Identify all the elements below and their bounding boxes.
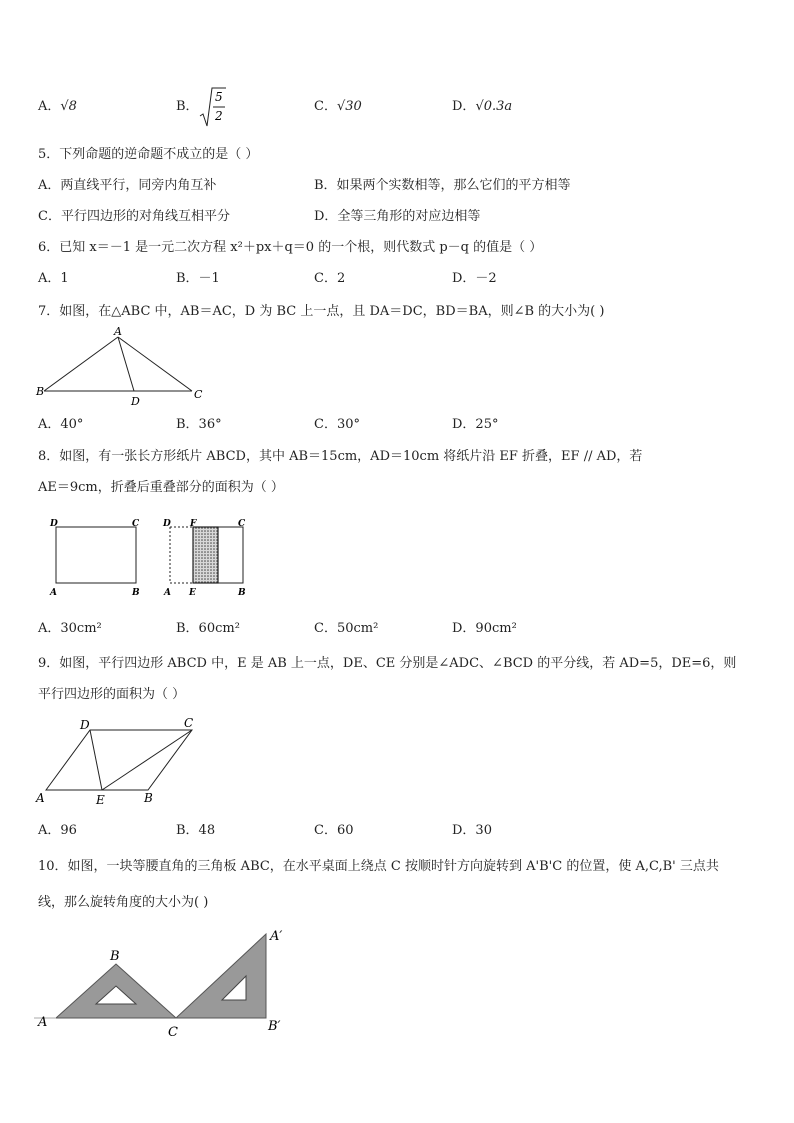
option-expr: √8 (60, 99, 77, 114)
q6-option-b: B．－1 (176, 271, 220, 286)
q8-option-c: C．50cm² (314, 621, 379, 636)
q4-option-b-fraction-sqrt (198, 86, 228, 130)
label-d: D (80, 718, 90, 732)
q5-option-b: B．如果两个实数相等，那么它们的平方相等 (314, 178, 571, 193)
q10-set-square-figure (34, 922, 294, 1042)
label-a-prime: A′ (270, 929, 283, 944)
label-a: A (38, 1015, 48, 1030)
label-b-folded: B (238, 588, 246, 598)
fraction-denominator: 2 (215, 109, 223, 123)
q4-option-d (452, 98, 512, 116)
q5-stem: 5．下列命题的逆命题不成立的是（ ） (38, 147, 259, 162)
label-c: C (132, 519, 140, 529)
overlap-region (193, 527, 218, 583)
q5-option-c: C．平行四边形的对角线互相平分 (38, 209, 230, 224)
remaining-strip (218, 527, 243, 583)
q7-option-a: A．40° (38, 417, 84, 432)
label-b: B (110, 949, 120, 964)
q9-option-d: D．30 (452, 823, 492, 838)
q8-stem-line2: AE＝9cm，折叠后重叠部分的面积为（ ） (38, 480, 284, 495)
label-b: B (132, 588, 140, 598)
label-d: D (50, 519, 58, 529)
q5-option-a: A．两直线平行，同旁内角互补 (38, 178, 217, 193)
label-c-folded: C (238, 519, 246, 529)
option-letter: A． (38, 99, 61, 114)
label-a: A (36, 791, 45, 805)
q5-option-d: D．全等三角形的对应边相等 (314, 209, 481, 224)
label-e: E (189, 588, 196, 598)
q7-option-b: B．36° (176, 417, 222, 432)
parallelogram-abcd (46, 730, 192, 790)
q8-option-b: B．60cm² (176, 621, 240, 636)
segment-ce (102, 730, 192, 790)
q7-option-d: D．25° (452, 417, 499, 432)
q6-option-d: D．－2 (452, 271, 497, 286)
label-e: E (96, 793, 105, 807)
q9-stem-line2: 平行四边形的面积为（ ） (38, 687, 186, 702)
q7-stem: 7．如图，在△ABC 中，AB＝AC，D 为 BC 上一点，且 DA＝DC，BD＝BA，则∠B 的大小为( ) (38, 304, 605, 319)
set-square-a1b1c (176, 934, 266, 1018)
label-c: C (168, 1025, 178, 1040)
option-letter: D． (452, 99, 476, 114)
label-f: F (190, 519, 197, 529)
q7-option-c: C．30° (314, 417, 360, 432)
option-letter: B． (176, 99, 199, 114)
segment-ab (44, 337, 118, 391)
segment-de (90, 730, 102, 790)
option-letter: C． (314, 99, 337, 114)
q4-option-b (176, 98, 199, 116)
label-b: B (36, 385, 45, 398)
q8-option-d: D．90cm² (452, 621, 517, 636)
q7-triangle-figure (34, 325, 214, 409)
label-c: C (184, 716, 194, 730)
label-c: C (194, 388, 203, 401)
label-d-folded: D (163, 519, 171, 529)
label-b: B (144, 791, 153, 805)
q8-stem-line1: 8．如图，有一张长方形纸片 ABCD，其中 AB＝15cm，AD＝10cm 将纸片沿 EF 折叠，EF // AD，若 (38, 449, 643, 464)
q6-option-c: C．2 (314, 271, 346, 286)
q9-parallelogram-figure (34, 714, 214, 808)
label-a-folded: A (164, 588, 171, 598)
label-a: A (50, 588, 57, 598)
q9-option-a: A．96 (38, 823, 77, 838)
q8-rectangle-figures (48, 515, 258, 599)
q10-stem-line2: 线，那么旋转角度的大小为( ) (38, 895, 209, 910)
segment-ad (118, 337, 134, 391)
q6-stem: 6．已知 x＝－1 是一元二次方程 x²＋px＋q＝0 的一个根，则代数式 p－q 的值是（ ） (38, 240, 543, 255)
q4-option-c (314, 98, 362, 116)
label-d: D (131, 395, 140, 408)
fraction-numerator: 5 (215, 90, 223, 104)
original-rectangle (56, 527, 136, 583)
label-b-prime: B′ (268, 1019, 281, 1034)
label-a: A (114, 325, 122, 338)
q6-option-a: A．1 (38, 271, 69, 286)
segment-ac (118, 337, 192, 391)
q4-option-a (38, 98, 77, 116)
option-expr: √30 (336, 99, 362, 114)
q9-option-b: B．48 (176, 823, 216, 838)
q10-stem-line1: 10．如图，一块等腰直角的三角板 ABC，在水平桌面上绕点 C 按顺时针方向旋转到 A'B'C 的位置，使 A,C,B' 三点共 (38, 859, 719, 874)
option-expr: √0.3a (475, 99, 513, 114)
q8-option-a: A．30cm² (38, 621, 102, 636)
q9-stem-line1: 9．如图，平行四边形 ABCD 中，E 是 AB 上一点，DE、CE 分别是∠ADC、∠BCD 的平分线，若 AD=5，DE=6，则 (38, 656, 737, 671)
q9-option-c: C．60 (314, 823, 354, 838)
